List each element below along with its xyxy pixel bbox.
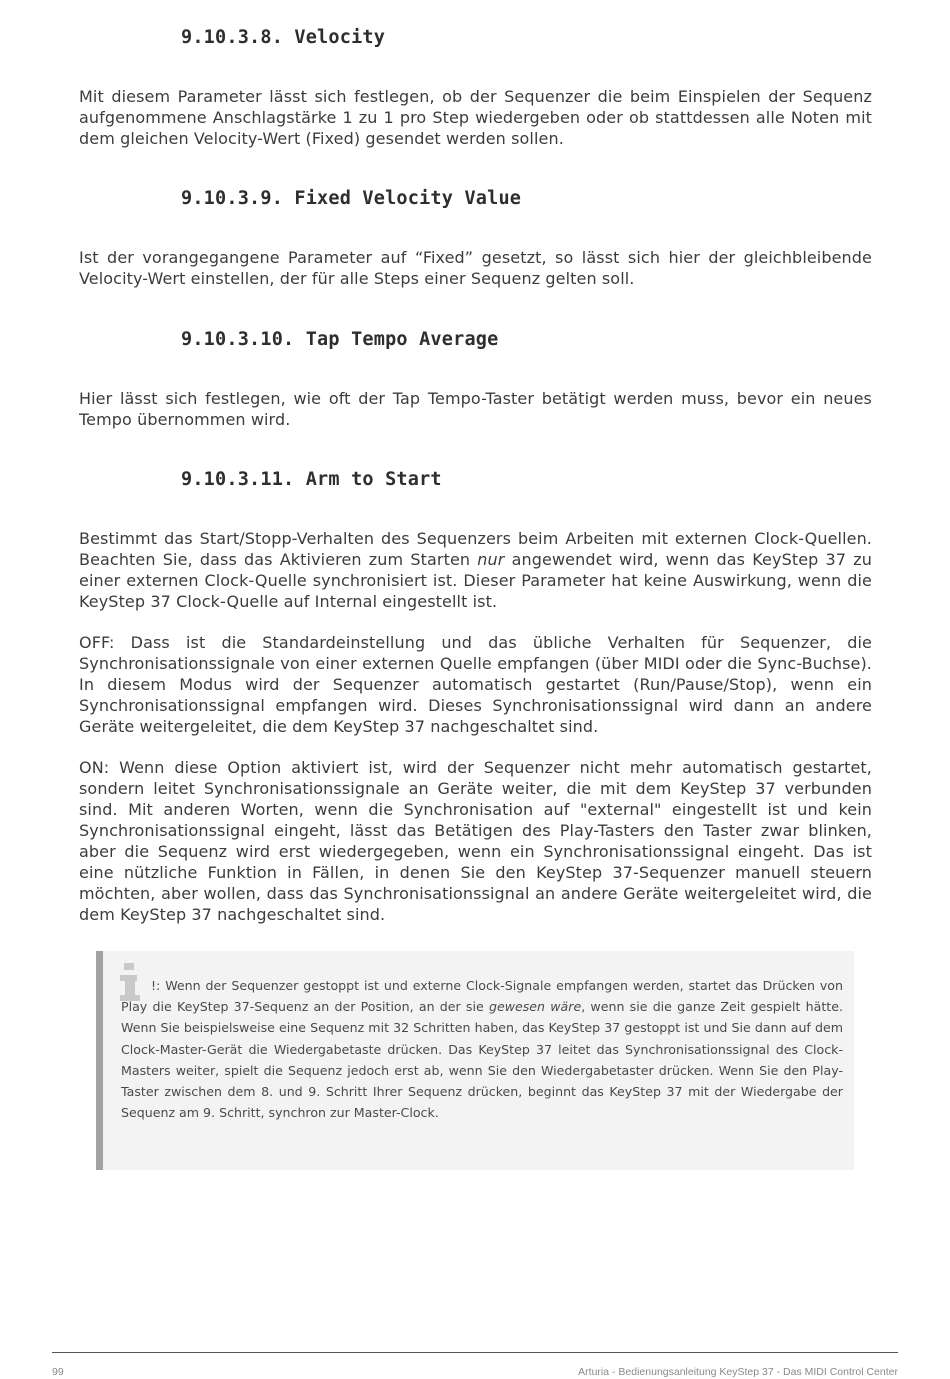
section-heading-arm-to-start: 9.10.3.11. Arm to Start — [181, 469, 442, 490]
section-heading-fixed-velocity-value: 9.10.3.9. Fixed Velocity Value — [181, 188, 522, 209]
paragraph-tap-tempo-average: Hier lässt sich festlegen, wie oft der Tap Tempo-Taster betätigt werden muss, bevor ein neues Tempo übernommen wird. — [79, 389, 872, 429]
footer-divider — [52, 1352, 898, 1353]
info-note-box — [96, 951, 854, 1170]
paragraph-text: angewendet wird, wenn das KeyStep 37 zu einer externen Clock-Quelle synchronisiert ist. Dieser Parameter hat keine Auswirkung, wenn die KeyStep 37 Clock-Quelle auf Internal eingestellt ist. — [79, 550, 872, 611]
section-heading-tap-tempo-average: 9.10.3.10. Tap Tempo Average — [181, 329, 499, 350]
note-text-part: , wenn sie die ganze Zeit gespielt hätte. Wenn Sie beispielsweise eine Sequenz mit 32 Schritten haben, das KeyStep 37 gestoppt ist und Sie dann auf dem Clock-Master-Gerät die Wiedergabetaste drücken. Das KeyStep 37 leitet das Synchronisationssignal des Clock-Masters weiter, spielt die Sequenz jedoch erst ab, wenn Sie den Wiedergabetaster drücken. Wenn Sie den Play-Taster zwischen dem 8. und 9. Schritt Ihrer Sequenz drücken, beginnt das KeyStep 37 mit der Wiedergabe der Sequenz am 9. Schritt, synchron zur Master-Clock. — [121, 999, 843, 1121]
paragraph-arm-to-start-intro — [79, 528, 872, 612]
paragraph-arm-to-start-on: ON: Wenn diese Option aktiviert ist, wird der Sequenzer nicht mehr automatisch gestartet, sondern leitet Synchronisationssignale an Geräte weiter, die mit dem KeyStep 37 verbunden sind. Mit anderen Worten, wenn die Synchronisation auf "external" eingestellt ist und kein Synchronisationssignal eingeht, lässt das Betätigen des Play-Tasters den Taster zwar blinken, aber die Sequenz wird erst wiedergegeben, wenn ein Synchronisationssignal eingeht. Das ist eine nützliche Funktion in Fällen, in denen Sie den KeyStep 37-Sequenzer manuell steuern möchten, aber wollen, dass das Synchronisationssignal an andere Geräte weitergeleitet wird, die dem KeyStep 37 nachgeschaltet sind. — [79, 758, 872, 924]
note-emphasis: gewesen wäre — [488, 999, 582, 1015]
paragraph-arm-to-start-off: OFF: Dass ist die Standardeinstellung und das übliche Verhalten für Sequenzer, die Synchronisationssignale von einer externen Quelle empfangen (über MIDI oder die Sync-Buchse). In diesem Modus wird der Sequenzer automatisch gestartet (Run/Pause/Stop), wenn ein Synchronisationssignal empfangen wird. Dieses Synchronisationssignal wird dann an andere Geräte weitergeleitet, die dem KeyStep 37 nachgeschaltet sind. — [79, 633, 872, 736]
paragraph-velocity: Mit diesem Parameter lässt sich festlegen, ob der Sequenzer die beim Einspielen der Sequenz aufgenommene Anschlagstärke 1 zu 1 pro Step wiedergeben oder ob stattdessen alle Noten mit dem gleichen Velocity-Wert (Fixed) gesendet werden sollen. — [79, 87, 872, 148]
page-number: 99 — [52, 1366, 64, 1378]
emphasis-text: nur — [477, 550, 505, 569]
paragraph-fixed-velocity-value: Ist der vorangegangene Parameter auf “Fixed” gesetzt, so lässt sich hier der gleichbleibende Velocity-Wert einstellen, der für alle Steps einer Sequenz gelten soll. — [79, 248, 872, 288]
paragraph-text: Bestimmt das Start/Stopp-Verhalten des Sequenzers beim Arbeiten mit externen Clock-Quellen. Beachten Sie, dass das Aktivieren zum Starten — [79, 529, 872, 569]
footer-document-title: Arturia - Bedienungsanleitung KeyStep 37 - Das MIDI Control Center — [578, 1366, 898, 1378]
info-note-text — [121, 975, 843, 1123]
note-text-part: !: Wenn der Sequenzer gestoppt ist und externe Clock-Signale empfangen werden, startet das Drücken von Play die KeyStep 37-Sequenz an der Position, an der sie — [121, 978, 843, 1015]
section-heading-velocity: 9.10.3.8. Velocity — [181, 27, 386, 48]
